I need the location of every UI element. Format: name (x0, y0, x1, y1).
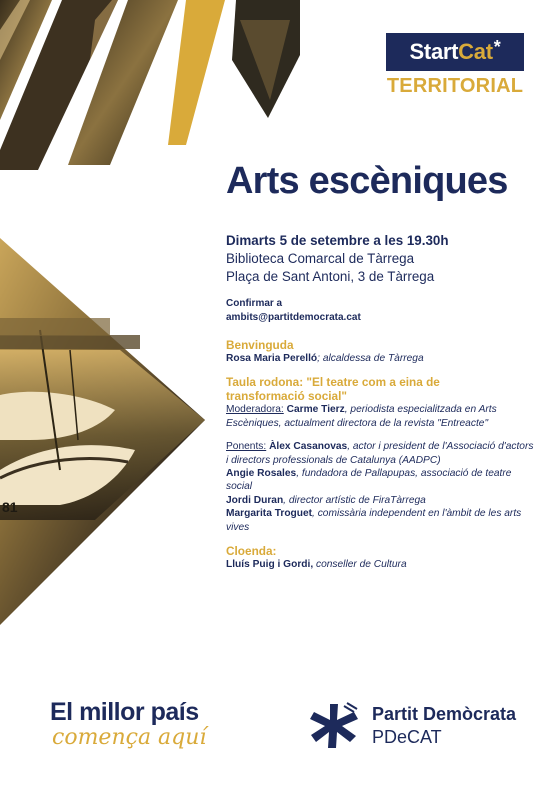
speaker-item (226, 507, 536, 534)
speaker-name: Margarita Troguet (226, 508, 313, 520)
speaker-name: Jordi Duran (226, 494, 284, 506)
speaker-item (226, 440, 536, 467)
event-date: Dimarts 5 de setembre a les 19.30h (226, 233, 449, 248)
slogan-line-2: comença aquí (52, 725, 207, 750)
speaker-name: Angie Rosales (226, 468, 297, 480)
event-info (226, 232, 449, 286)
closing-name: Lluís Puig i Gordi, (226, 559, 314, 571)
round-table-heading-line1: Taula rodona: "El teatre com a eina de (226, 375, 440, 390)
startcat-territorial-badge (386, 33, 524, 98)
speakers-label: Ponents: (226, 441, 267, 453)
startcat-cat: Cat (458, 39, 493, 64)
boat-number: 81 (2, 499, 18, 515)
agenda (226, 338, 536, 571)
closing-speaker (226, 558, 536, 571)
party-name: Partit Demòcrata (372, 704, 517, 724)
welcome-speaker (226, 352, 536, 365)
speaker-item (226, 494, 536, 507)
speaker-role: , director artístic de FiraTàrrega (283, 494, 426, 506)
rsvp-block (226, 297, 361, 325)
event-title: Arts escèniques (226, 160, 508, 202)
asterisk-star-icon (310, 702, 362, 750)
event-address: Plaça de Sant Antoni, 3 de Tàrrega (226, 269, 435, 284)
rsvp-label: Confirmar a (226, 298, 283, 309)
moderator-name: Carme Tierz (286, 404, 345, 416)
speaker-name: Àlex Casanovas (269, 441, 348, 453)
startcat-start: Start (409, 39, 459, 64)
speaker-role: , fundadora de Pallapupas, associació de teatre social (226, 468, 512, 493)
gold-stripe (168, 0, 225, 145)
town-row (0, 335, 140, 349)
moderator (226, 403, 536, 430)
speaker-role: , comissària independent en l'àmbit de les arts vives (226, 508, 522, 533)
speaker-role: , actor i president de l'Associació d'actors i directors professionals de Catalunya (AADPC) (226, 441, 534, 466)
event-venue: Biblioteca Comarcal de Tàrrega (226, 251, 415, 266)
welcome-heading: Benvinguda (226, 338, 294, 352)
welcome-role: ; alcaldessa de Tàrrega (317, 353, 424, 364)
party-text (372, 704, 516, 748)
startcat-star-icon: * (493, 36, 501, 57)
party-abbr: PDeCAT (372, 727, 442, 747)
slogan-line-1: El millor país (50, 698, 199, 726)
round-table-heading (226, 375, 536, 403)
startcat-logo (386, 33, 524, 71)
closing-role: conseller de Cultura (313, 559, 407, 571)
rsvp-email-link[interactable]: ambits@partitdemocrata.cat (226, 312, 361, 323)
speaker-item (226, 467, 536, 494)
party-logo (310, 702, 516, 750)
closing-heading: Cloenda: (226, 544, 277, 559)
slogan (50, 698, 206, 750)
moderator-role: , periodista especialitzada en Arts Escèniques, actualment directora de la revista "Entreacte" (226, 404, 497, 429)
welcome-name: Rosa Maria Perelló (226, 353, 318, 364)
badge-subtitle: TERRITORIAL (386, 75, 524, 97)
town-hill (0, 318, 110, 336)
moderator-label: Moderadora: (226, 404, 284, 416)
round-table-heading-line2: transformació social" (226, 389, 347, 404)
